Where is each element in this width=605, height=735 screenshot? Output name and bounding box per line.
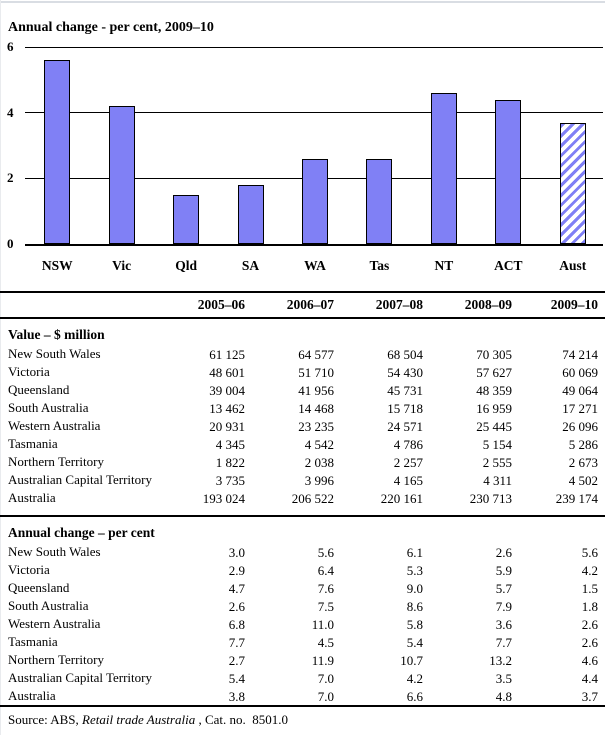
cell-2009-10: 5.6: [581, 545, 598, 560]
cell-2006-07: 7.5: [317, 599, 334, 614]
section-title-annual-change-per-cent: Annual change – per cent: [0, 516, 605, 543]
cell-2007-08: 5.4: [406, 635, 423, 650]
cell-2009-10: 2 673: [568, 455, 598, 470]
gridline-0: [25, 244, 603, 246]
cell-2008-09: 70 305: [476, 347, 512, 362]
table-row-south-australia: [0, 597, 605, 615]
cell-2006-07: 206 522: [291, 491, 334, 506]
table-row-victoria: [0, 561, 605, 579]
bar-tas: [366, 159, 392, 244]
cell-2006-07: 23 235: [298, 419, 334, 434]
y-axis-label-2: 2: [7, 170, 14, 186]
cell-2005-06: 4 345: [215, 437, 245, 452]
row-label: Tasmania: [8, 634, 58, 649]
y-axis-label-4: 4: [7, 104, 14, 120]
cell-2006-07: 3 996: [304, 473, 334, 488]
cell-2007-08: 4 786: [393, 437, 423, 452]
cell-2007-08: 6.1: [406, 545, 423, 560]
x-axis-label-qld: Qld: [175, 258, 197, 273]
y-axis-label-6: 6: [7, 39, 14, 54]
cell-2008-09: 5.9: [495, 563, 512, 578]
cell-2005-06: 1 822: [215, 455, 245, 470]
row-label: South Australia: [8, 598, 89, 613]
spacer-cell: [0, 507, 605, 516]
cell-2006-07: 14 468: [298, 401, 334, 416]
row-label: Western Australia: [8, 616, 101, 631]
data-table-wrap: [0, 291, 605, 705]
cell-2007-08: 15 718: [387, 401, 423, 416]
table-row-new-south-wales: [0, 345, 605, 363]
table-row-new-south-wales: [0, 543, 605, 561]
cell-2009-10: 26 096: [562, 419, 598, 434]
row-label: Australia: [8, 688, 56, 703]
cell-2006-07: 4 542: [304, 437, 334, 452]
col-header-2006-07: 2006–07: [249, 292, 338, 318]
cell-2008-09: 7.7: [495, 635, 512, 650]
bar-nt: [431, 93, 457, 244]
cell-2006-07: 41 956: [298, 383, 334, 398]
cell-2006-07: 7.6: [317, 581, 334, 596]
x-axis-label-nsw: NSW: [41, 258, 73, 273]
cell-2007-08: 5.8: [406, 617, 423, 632]
table-header-row: [0, 292, 605, 318]
row-label: Australia: [8, 490, 56, 505]
footer-rule: [0, 705, 605, 707]
cell-2009-10: 4 502: [568, 473, 598, 488]
source-prefix: Source: ABS,: [8, 712, 83, 727]
cell-2009-10: 4.2: [581, 563, 598, 578]
cell-2007-08: 24 571: [387, 419, 423, 434]
cell-2005-06: 5.4: [228, 671, 245, 686]
page-top-edge: [0, 1, 605, 3]
x-axis-label-aust: Aust: [559, 258, 587, 273]
cell-2006-07: 7.0: [317, 671, 334, 686]
table-row-tasmania: [0, 435, 605, 453]
table-row-tasmania: [0, 633, 605, 651]
source-suffix: , Cat. no. 8501.0: [195, 712, 289, 727]
cell-2009-10: 1.8: [581, 599, 598, 614]
col-header-2008-09: 2008–09: [427, 292, 516, 318]
col-header-2005-06: 2005–06: [160, 292, 249, 318]
retail-trade-table: [0, 291, 605, 705]
cell-2007-08: 6.6: [406, 689, 423, 704]
section-title-row: [0, 318, 605, 345]
section-spacer-row: [0, 507, 605, 516]
section-title-value-million: Value – $ million: [8, 327, 105, 342]
cell-2005-06: 61 125: [209, 347, 245, 362]
table-row-australia: [0, 687, 605, 705]
cell-2005-06: 7.7: [228, 635, 245, 650]
x-axis-label-sa: SA: [241, 258, 260, 273]
cell-2008-09: 5.7: [495, 581, 512, 596]
x-axis-label-wa: WA: [304, 258, 326, 273]
cell-2007-08: 45 731: [387, 383, 423, 398]
bar-nsw: [44, 60, 70, 244]
table-row-queensland: [0, 579, 605, 597]
cell-2009-10: 2.6: [581, 617, 598, 632]
cell-2006-07: 11.0: [311, 617, 334, 632]
bar-sa: [238, 185, 264, 244]
cell-2009-10: 5 286: [568, 437, 598, 452]
cell-2005-06: 13 462: [209, 401, 245, 416]
chart-title: Annual change - per cent, 2009–10: [8, 20, 214, 35]
x-axis-label-vic: Vic: [112, 258, 132, 273]
cell-2007-08: 4 165: [393, 473, 423, 488]
cell-2006-07: 64 577: [298, 347, 334, 362]
table-row-south-australia: [0, 399, 605, 417]
cell-2008-09: 25 445: [476, 419, 512, 434]
cell-2008-09: 16 959: [476, 401, 512, 416]
cell-2009-10: 49 064: [562, 383, 598, 398]
bar-chart-plot: [0, 40, 605, 286]
cell-2009-10: 3.7: [581, 689, 598, 704]
cell-2009-10: 4.4: [581, 671, 598, 686]
cell-2009-10: 1.5: [581, 581, 598, 596]
cell-2005-06: 20 931: [209, 419, 245, 434]
table-row-australian-capital-territory: [0, 471, 605, 489]
cell-2007-08: 4.2: [406, 671, 423, 686]
cell-2007-08: 2 257: [393, 455, 423, 470]
bar-qld: [173, 195, 199, 244]
cell-2006-07: 4.5: [317, 635, 334, 650]
table-row-northern-territory: [0, 453, 605, 471]
table-row-queensland: [0, 381, 605, 399]
cell-2006-07: 6.4: [317, 563, 334, 578]
cell-2007-08: 54 430: [387, 365, 423, 380]
cell-2008-09: 4 311: [483, 473, 512, 488]
row-label: South Australia: [8, 400, 89, 415]
gridline-6: [25, 47, 603, 48]
bar-vic: [109, 106, 135, 244]
cell-2005-06: 6.8: [228, 617, 245, 632]
cell-2009-10: 4.6: [581, 653, 598, 668]
cell-2008-09: 3.6: [495, 617, 512, 632]
cell-2008-09: 5 154: [482, 437, 512, 452]
cell-2006-07: 51 710: [298, 365, 334, 380]
y-axis-label-0: 0: [7, 236, 14, 251]
cell-2005-06: 48 601: [209, 365, 245, 380]
row-label: Western Australia: [8, 418, 101, 433]
x-axis-label-act: ACT: [494, 258, 523, 273]
row-label: New South Wales: [8, 544, 101, 559]
bar-act: [495, 100, 521, 244]
cell-2008-09: 2.6: [495, 545, 512, 560]
cell-2005-06: 3 735: [215, 473, 245, 488]
table-row-northern-territory: [0, 651, 605, 669]
cell-2006-07: 11.9: [311, 653, 334, 668]
cell-2008-09: 230 713: [469, 491, 512, 506]
row-label: Australian Capital Territory: [8, 670, 152, 685]
row-label: Victoria: [8, 364, 50, 379]
table-row-australian-capital-territory: [0, 669, 605, 687]
cell-2007-08: 9.0: [406, 581, 423, 596]
row-label: Northern Territory: [8, 652, 104, 667]
cell-2005-06: 2.6: [228, 599, 245, 614]
cell-2005-06: 2.7: [228, 653, 245, 668]
cell-2008-09: 3.5: [495, 671, 512, 686]
source-note: [8, 712, 288, 728]
cell-2009-10: 60 069: [562, 365, 598, 380]
x-axis-label-tas: Tas: [369, 258, 390, 273]
table-row-western-australia: [0, 417, 605, 435]
table-row-western-australia: [0, 615, 605, 633]
table-corner-cell: [0, 292, 160, 318]
cell-2007-08: 10.7: [400, 653, 423, 668]
bar-wa: [302, 159, 328, 244]
cell-2008-09: 48 359: [476, 383, 512, 398]
source-publication: Retail trade Australia: [82, 712, 196, 727]
cell-2008-09: 13.2: [489, 653, 512, 668]
cell-2005-06: 193 024: [202, 491, 245, 506]
cell-2007-08: 5.3: [406, 563, 423, 578]
col-header-2009-10: 2009–10: [516, 292, 605, 318]
cell-2005-06: 39 004: [209, 383, 245, 398]
cell-2005-06: 2.9: [228, 563, 245, 578]
bar-aust: [560, 123, 586, 244]
cell-2008-09: 57 627: [476, 365, 512, 380]
row-label: Tasmania: [8, 436, 58, 451]
cell-2009-10: 2.6: [581, 635, 598, 650]
row-label: Australian Capital Territory: [8, 472, 152, 487]
row-label: Northern Territory: [8, 454, 104, 469]
row-label: Queensland: [8, 580, 70, 595]
cell-2008-09: 2 555: [482, 455, 512, 470]
cell-2006-07: 7.0: [317, 689, 334, 704]
table-row-victoria: [0, 363, 605, 381]
cell-2006-07: 5.6: [317, 545, 334, 560]
cell-2005-06: 3.8: [228, 689, 245, 704]
cell-2008-09: 7.9: [495, 599, 512, 614]
cell-2009-10: 74 214: [562, 347, 598, 362]
cell-2007-08: 8.6: [406, 599, 423, 614]
cell-2005-06: 4.7: [228, 581, 245, 596]
cell-2007-08: 68 504: [387, 347, 423, 362]
cell-2009-10: 17 271: [562, 401, 598, 416]
cell-2009-10: 239 174: [555, 491, 598, 506]
table-row-australia: [0, 489, 605, 507]
row-label: Queensland: [8, 382, 70, 397]
section-title-row: [0, 516, 605, 543]
cell-2005-06: 3.0: [228, 545, 245, 560]
row-label: Victoria: [8, 562, 50, 577]
x-axis-label-nt: NT: [434, 258, 454, 273]
row-label: New South Wales: [8, 346, 101, 361]
cell-2008-09: 4.8: [495, 689, 512, 704]
col-header-2007-08: 2007–08: [338, 292, 427, 318]
cell-2006-07: 2 038: [304, 455, 334, 470]
cell-2007-08: 220 161: [380, 491, 423, 506]
